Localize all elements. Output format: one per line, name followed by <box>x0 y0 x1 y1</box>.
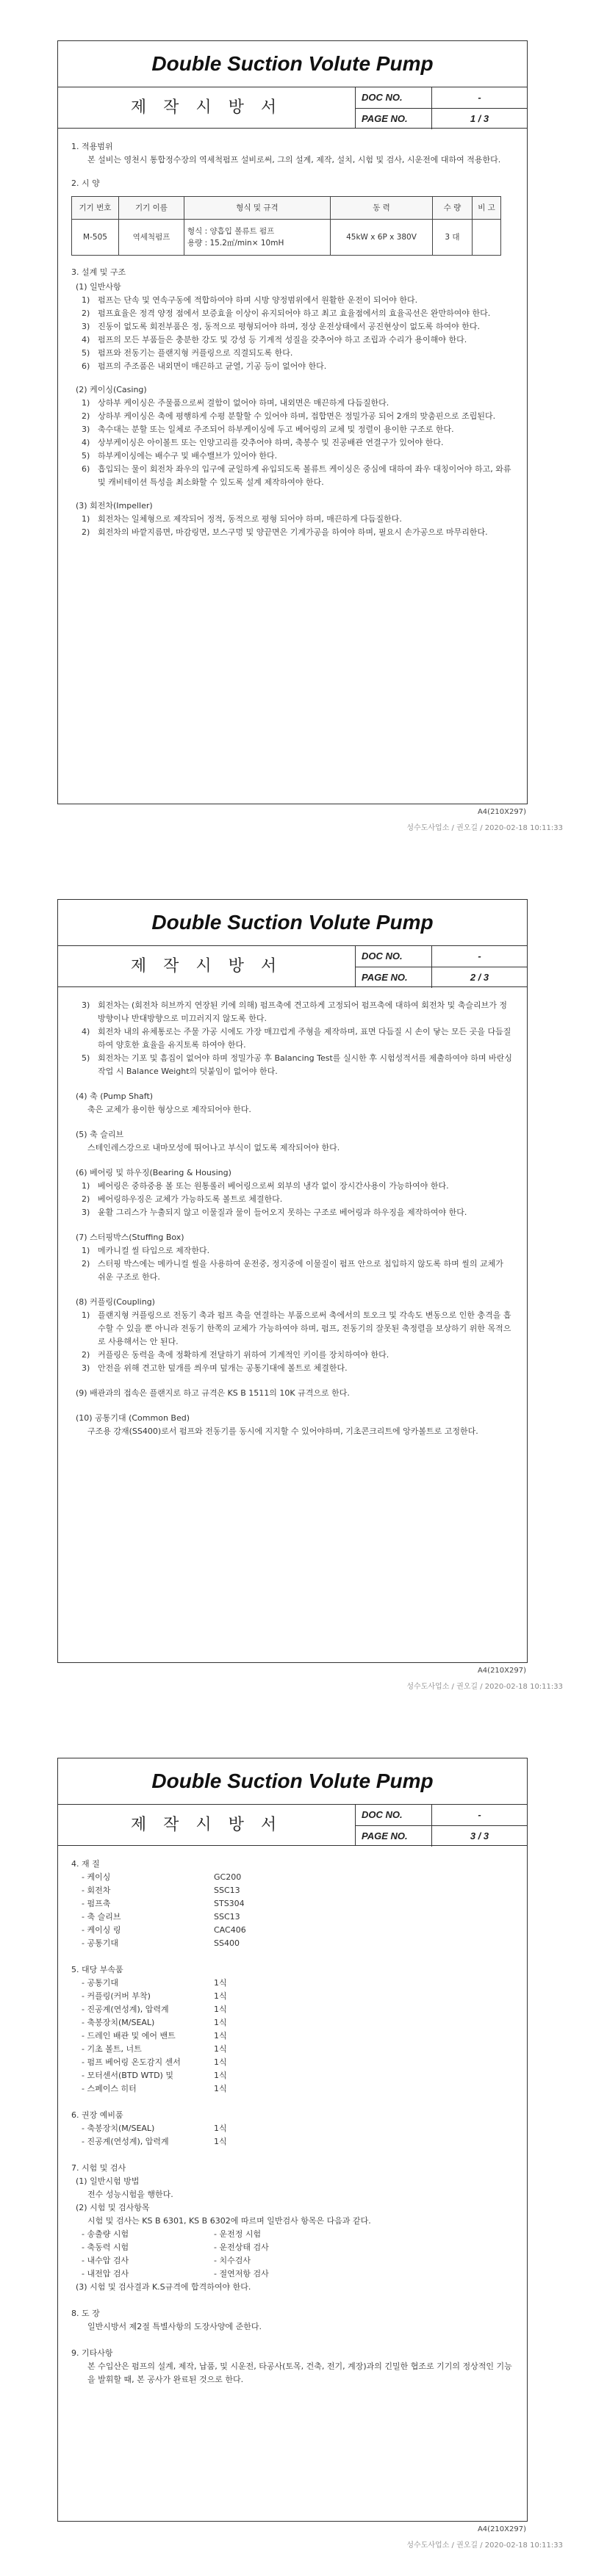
table-cell: M-505 <box>72 220 119 256</box>
item-text: 회전차는 일체형으로 제작되어 정적, 동적으로 평형 되어야 하며, 매끈하게 다듬질한다. <box>98 514 402 524</box>
list-item <box>71 526 512 539</box>
watermark: 성수도사업소 / 권오길 / 2020-02-18 10:11:33 <box>406 2541 563 2550</box>
item-text: 플랜지형 커플링으로 전동기 축과 펌프 축을 연결하는 부품으로써 축에서의 토오크 및 각속도 변동으로 인한 충격을 흡수할 수 있을 뿐 아니라 전동기 한쪽의 교체가 가능하여야 하며, 펌프, 전동기의 잘못된 축정렬을 보상하기 위한 목적으로 사용해서는 안 된다. <box>98 1310 511 1346</box>
section-heading: 7. 시험 및 검사 <box>71 2163 126 2173</box>
list-item <box>71 2003 512 2016</box>
section-text: 시험 및 검사는 KS B 6301, KS B 6302에 따르며 일반검사 항목은 다음과 같다. <box>87 2216 371 2226</box>
page-content <box>71 1858 512 2386</box>
doc-meta <box>356 946 527 987</box>
list-item <box>71 999 512 1025</box>
item-list <box>71 294 512 373</box>
item-number: 4) <box>82 335 90 344</box>
accessory-list <box>71 1977 512 2096</box>
list-item <box>71 1990 512 2003</box>
item-number: 2) <box>82 527 90 537</box>
item-number: 2) <box>82 309 90 318</box>
item-value: GC200 <box>214 1872 242 1882</box>
list-item <box>71 1884 512 1897</box>
item-number: 3) <box>82 1363 90 1373</box>
subsection-heading: (2) 시험 및 검사항목 <box>76 2203 150 2212</box>
material-list <box>71 1871 512 1950</box>
item-key: - 축 슬리브 <box>82 1912 121 1922</box>
list-item <box>71 463 512 489</box>
item-text: 회전차는 기포 및 흠집이 없어야 하며 정밀가공 후 Balancing Test를 실시한 후 시험성적서를 제출하여야 하며 바란싱 작업 시 Balance Weight의 덧붙임이 없어야 한다. <box>98 1053 512 1076</box>
section-heading: 1. 적용범위 <box>71 142 113 151</box>
table-row <box>72 220 501 256</box>
item-value: - 운전상태 검사 <box>214 2243 269 2252</box>
subsection-heading: (5) 축 슬리브 <box>76 1130 124 1139</box>
item-text: 커플링은 동력을 축에 정확하게 전달하기 위하여 기계적인 키이를 장치하여야 한다. <box>98 1350 389 1360</box>
item-key: - 축봉장치(M/SEAL) <box>82 2018 155 2027</box>
item-key: - 송출량 시험 <box>82 2229 129 2239</box>
item-key: - 축봉장치(M/SEAL) <box>82 2124 155 2133</box>
item-number: 3) <box>82 1208 90 1217</box>
table-header: 수 량 <box>433 197 473 220</box>
item-value: 1식 <box>214 2071 227 2080</box>
list-item <box>71 1052 512 1078</box>
list-item <box>71 1977 512 1990</box>
page-no: 3 / 3 <box>470 1830 489 1841</box>
spare-list <box>71 2122 512 2149</box>
doc-no: - <box>478 92 481 103</box>
list-item <box>71 436 512 450</box>
doc-meta <box>356 1805 527 1846</box>
table-header: 기기 번호 <box>72 197 119 220</box>
item-value: 1식 <box>214 2057 227 2067</box>
document-title: Double Suction Volute Pump <box>58 1758 527 1805</box>
subsection-heading: (1) 일반사항 <box>76 282 121 292</box>
list-item <box>71 2043 512 2056</box>
item-key: - 스페이스 히터 <box>82 2084 137 2093</box>
doc-no-label: DOC NO. <box>356 1805 432 1825</box>
item-number: 3) <box>82 425 90 434</box>
item-key: - 기초 볼트, 너트 <box>82 2044 142 2054</box>
section-text: 본 설비는 영천시 통합정수장의 역세척펌프 설비로써, 그의 설계, 제작, 설치, 시험 및 검사, 시운전에 대하여 적용한다. <box>87 155 501 165</box>
list-item <box>71 2016 512 2030</box>
item-key: - 케이싱 <box>82 1872 111 1882</box>
section-text: 스테인레스강으로 내마모성에 뛰어나고 부식이 없도록 제작되어야 한다. <box>87 1143 340 1152</box>
list-item <box>71 2056 512 2069</box>
item-number: 6) <box>82 464 90 474</box>
item-key: - 내수압 검사 <box>82 2256 129 2265</box>
paper-size-label: A4(210X297) <box>477 808 526 816</box>
item-text: 하부케이싱에는 배수구 및 배수밸브가 있어야 한다. <box>98 451 278 461</box>
spec-line: 용량 : 15.2㎥/min× 10mH <box>187 239 284 248</box>
subsection-heading: (7) 스터핑박스(Stuffing Box) <box>76 1233 184 1242</box>
subsection-heading: (3) 회전차(Impeller) <box>76 501 153 510</box>
item-value: 1식 <box>214 1991 227 2001</box>
page-1 <box>0 0 607 859</box>
list-item <box>71 2030 512 2043</box>
list-item <box>71 2254 512 2267</box>
list-item <box>71 2082 512 2096</box>
section-heading: 9. 기타사항 <box>71 2348 113 2358</box>
list-item <box>71 1309 512 1349</box>
item-number: 2) <box>82 1350 90 1360</box>
item-value: SSC13 <box>214 1886 240 1895</box>
list-item <box>71 1349 512 1362</box>
item-text: 펌프의 주조품은 내외면이 매끈하고 균열, 기공 등이 없어야 한다. <box>98 361 327 371</box>
item-value: - 절연저항 검사 <box>214 2269 269 2279</box>
table-cell: 45kW x 6P x 380V <box>331 220 433 256</box>
item-number: 1) <box>82 295 90 305</box>
list-item <box>71 513 512 526</box>
section-heading: 4. 재 질 <box>71 1859 100 1869</box>
item-number: 1) <box>82 1181 90 1191</box>
list-item <box>71 2069 512 2082</box>
document-subtitle: 제 작 시 방 서 <box>58 87 356 129</box>
subsection-heading: (4) 축 (Pump Shaft) <box>76 1092 154 1101</box>
item-number: 1) <box>82 1310 90 1320</box>
item-key: - 펌프 베어링 온도감지 센서 <box>82 2057 181 2067</box>
item-number: 1) <box>82 514 90 524</box>
item-key: - 회전차 <box>82 1886 111 1895</box>
item-key: - 케이싱 링 <box>82 1925 121 1935</box>
spec-line: 형식 : 양흡입 볼류트 펌프 <box>187 227 275 236</box>
section-heading: 8. 도 장 <box>71 2309 100 2318</box>
item-value: 1식 <box>214 2084 227 2093</box>
subsection-heading: (1) 일반시험 방법 <box>76 2176 140 2186</box>
list-item <box>71 1258 512 1284</box>
item-value: 1식 <box>214 2018 227 2027</box>
list-item <box>71 307 512 320</box>
item-key: - 진공계(연성계), 압력계 <box>82 2137 169 2146</box>
section-text: 전수 성능시험을 행한다. <box>87 2190 173 2199</box>
table-cell <box>473 220 501 256</box>
table-header: 비 고 <box>473 197 501 220</box>
item-value: SSC13 <box>214 1912 240 1922</box>
item-text: 회전차 내의 유체통로는 주물 가공 시에도 가장 매끄럽게 주형을 제작하며, 표면 다듬질 시 손이 닿는 모든 곳을 다듬질하여 양호한 효율을 유지토록 하여야 한다. <box>98 1027 511 1050</box>
section-heading: 5. 대당 부속품 <box>71 1965 123 1974</box>
item-text: 펌프효율은 정격 양정 점에서 보증효율 이상이 유지되어야 하고 최고 효율점에서의 효율곡선은 완만하여야 한다. <box>98 309 491 318</box>
item-text: 상하부 케이싱은 주물품으로써 결함이 없어야 하며, 내외면은 매끈하게 다듬질한다. <box>98 398 389 408</box>
page-3 <box>0 1717 607 2576</box>
item-list <box>71 1244 512 1284</box>
item-list <box>71 513 512 539</box>
item-text: 흡입되는 물이 회전차 좌우의 입구에 균일하게 유입되도록 볼류트 케이싱은 중심에 대하여 좌우 대칭이어야 하고, 와류 및 캐비테이션 특성을 최소화할 수 있도록 설계 제작하여야 한다. <box>98 464 511 487</box>
subsection-heading: (3) 시험 및 검사결과 K.S규격에 합격하여야 한다. <box>76 2282 251 2292</box>
list-item <box>71 2267 512 2281</box>
page-content <box>71 140 512 539</box>
item-list <box>71 397 512 489</box>
item-text: 회전차는 (회전차 허브까지 연장된 키에 의해) 펌프축에 견고하게 고정되어 펌프축에 대하여 회전차 및 축슬리브가 정방향이나 반대방향으로 미끄러지지 않도록 한다. <box>98 1000 507 1023</box>
table-cell: 역세척펌프 <box>119 220 184 256</box>
table-header: 형식 및 규격 <box>184 197 331 220</box>
item-text: 스터핑 박스에는 메카니컬 씰을 사용하여 운전중, 정지중에 이물질이 펌프 안으로 침입하지 않도록 하며 씰의 교체가 쉬운 구조로 한다. <box>98 1259 503 1282</box>
section-text: 일반시방서 제2절 특별사항의 도장사양에 준한다. <box>87 2322 262 2331</box>
document-subtitle: 제 작 시 방 서 <box>58 946 356 987</box>
list-item <box>71 333 512 347</box>
item-value: 1식 <box>214 1978 227 1988</box>
item-value: 1식 <box>214 2005 227 2014</box>
document-title: Double Suction Volute Pump <box>58 41 527 87</box>
list-item <box>71 423 512 436</box>
item-key: - 축동력 시험 <box>82 2243 129 2252</box>
item-number: 4) <box>82 1027 90 1036</box>
item-value: - 치수검사 <box>214 2256 251 2265</box>
list-item <box>71 1180 512 1193</box>
list-item <box>71 1911 512 1924</box>
item-list <box>71 1180 512 1219</box>
watermark: 성수도사업소 / 권오길 / 2020-02-18 10:11:33 <box>406 824 563 832</box>
item-value: STS304 <box>214 1899 245 1908</box>
list-item <box>71 294 512 307</box>
item-key: - 내전압 검사 <box>82 2269 129 2279</box>
item-value: 1식 <box>214 2137 227 2146</box>
subsection-heading: (2) 케이싱(Casing) <box>76 385 147 394</box>
item-text: 펌프는 단속 및 연속구동에 적합하여야 하며 시방 양정범위에서 원활한 운전이 되어야 한다. <box>98 295 418 305</box>
item-key: - 모터센서(BTD WTD) 및 <box>82 2071 173 2080</box>
item-number: 2) <box>82 1194 90 1204</box>
subsection-heading: (10) 공통기대 (Common Bed) <box>76 1413 190 1423</box>
doc-no: - <box>478 950 481 962</box>
item-key: - 진공계(연성계), 압력계 <box>82 2005 169 2014</box>
item-number: 1) <box>82 1246 90 1255</box>
list-item <box>71 450 512 463</box>
item-text: 베어링은 중하중용 볼 또는 원통롤러 베어링으로써 외부의 냉각 없이 장시간사용이 가능하여야 한다. <box>98 1181 449 1191</box>
list-item <box>71 2241 512 2254</box>
paper-size-label: A4(210X297) <box>477 2525 526 2533</box>
section-heading: 6. 권장 예비품 <box>71 2110 123 2120</box>
item-value: - 운전정 시험 <box>214 2229 262 2239</box>
document-frame <box>57 899 528 1663</box>
list-item <box>71 1937 512 1950</box>
subsection-heading: (6) 베어링 및 하우징(Bearing & Housing) <box>76 1168 231 1177</box>
item-text: 상부케이싱은 아이볼트 또는 인양고리를 갖추어야 하며, 축봉수 및 진공배관 연결구가 있어야 한다. <box>98 438 444 447</box>
item-number: 6) <box>82 361 90 371</box>
item-number: 5) <box>82 348 90 358</box>
page-2 <box>0 859 607 1717</box>
item-list <box>71 999 512 1078</box>
item-value: 1식 <box>214 2044 227 2054</box>
list-item <box>71 2135 512 2149</box>
doc-no: - <box>478 1809 481 1820</box>
item-number: 2) <box>82 1259 90 1269</box>
document-subtitle: 제 작 시 방 서 <box>58 1805 356 1846</box>
doc-meta <box>356 87 527 129</box>
document-frame <box>57 1758 528 2522</box>
item-number: 4) <box>82 438 90 447</box>
list-item <box>71 1206 512 1219</box>
item-text: 진동이 없도록 회전부품은 정, 동적으로 평형되어야 하며, 정상 운전상태에서 공진현상이 없도록 하여야 한다. <box>98 322 480 331</box>
item-number: 1) <box>82 398 90 408</box>
item-key: - 공통기대 <box>82 1978 118 1988</box>
item-text: 축수대는 분할 또는 일체로 주조되어 하부케이싱에 두고 베어링의 교체 및 정렬이 용이한 구조로 한다. <box>98 425 454 434</box>
item-number: 3) <box>82 322 90 331</box>
item-text: 펌프의 모든 부품들은 충분한 강도 및 강성 등 기계적 성질을 갖추어야 하고 조립과 수리가 용이해야 한다. <box>98 335 467 344</box>
page-no-label: PAGE NO. <box>356 1826 432 1847</box>
list-item <box>71 1897 512 1911</box>
item-key: - 드레인 배관 및 에어 밴트 <box>82 2031 176 2041</box>
item-key: - 커플링(커버 부착) <box>82 1991 151 2001</box>
doc-no-label: DOC NO. <box>356 87 432 108</box>
section-heading: 2. 시 양 <box>71 178 100 188</box>
paper-size-label: A4(210X297) <box>477 1667 526 1675</box>
section-text: 본 수입산은 펌프의 설계, 제작, 납품, 및 시운전, 타공사(토목, 건축, 전기, 계장)과의 긴밀한 협조로 기기의 정상적인 기능을 발휘할 때, 본 공사가 완료된 것으로 한다. <box>87 2362 512 2384</box>
watermark: 성수도사업소 / 권오길 / 2020-02-18 10:11:33 <box>406 1683 563 1691</box>
page-no-label: PAGE NO. <box>356 109 432 129</box>
section-heading: 3. 설계 및 구조 <box>71 267 126 277</box>
item-number: 3) <box>82 1000 90 1010</box>
test-list <box>71 2228 512 2281</box>
list-item <box>71 1871 512 1884</box>
item-text: 베어링하우징은 교체가 가능하도록 볼트로 체결한다. <box>98 1194 283 1204</box>
document-title: Double Suction Volute Pump <box>58 900 527 946</box>
item-value: 1식 <box>214 2124 227 2133</box>
section-text: 축은 교체가 용이한 형상으로 제작되어야 한다. <box>87 1105 251 1114</box>
page-no: 1 / 3 <box>470 113 489 124</box>
item-value: SS400 <box>214 1938 240 1948</box>
list-item <box>71 1924 512 1937</box>
item-text: 회전차의 바깥지름면, 마감링면, 보스구멍 및 양끝면은 기계가공을 하여야 하며, 필요시 손가공으로 마무리한다. <box>98 527 488 537</box>
item-text: 메카니컬 씰 타입으로 제작한다. <box>98 1246 210 1255</box>
list-item <box>71 2122 512 2135</box>
list-item <box>71 410 512 423</box>
list-item <box>71 1362 512 1375</box>
page-content <box>71 999 512 1438</box>
item-text: 상하부 케이싱은 축에 평행하게 수평 분할할 수 있어야 하며, 접합면은 정밀가공 되어 2개의 맞춤핀으로 조립된다. <box>98 411 496 421</box>
list-item <box>71 2228 512 2241</box>
list-item <box>71 347 512 360</box>
item-number: 2) <box>82 411 90 421</box>
subsection-heading: (8) 커플링(Coupling) <box>76 1297 155 1307</box>
item-list <box>71 1309 512 1375</box>
item-text: 펌프와 전동기는 플랜지형 커플링으로 직결되도록 한다. <box>98 348 293 358</box>
table-header: 기기 이름 <box>119 197 184 220</box>
page-no: 2 / 3 <box>470 972 489 983</box>
table-cell: 3 대 <box>433 220 473 256</box>
item-key: - 공통기대 <box>82 1938 118 1948</box>
section-text: 구조용 강재(SS400)로서 펌프와 전동기를 동시에 지지할 수 있어야하며, 기초콘크리트에 앙카볼트로 고정한다. <box>87 1426 478 1436</box>
list-item <box>71 1193 512 1206</box>
table-header: 동 력 <box>331 197 433 220</box>
list-item <box>71 1025 512 1052</box>
document-frame <box>57 40 528 804</box>
list-item <box>71 397 512 410</box>
item-number: 5) <box>82 451 90 461</box>
item-text: 윤활 그리스가 누출되지 않고 이물질과 물이 들어오지 못하는 구조로 베어링과 하우징을 제작하여야 한다. <box>98 1208 467 1217</box>
subsection-heading: (9) 배관과의 접속은 플랜지로 하고 규격은 KS B 1511의 10K 규격으로 한다. <box>76 1388 350 1398</box>
list-item <box>71 1244 512 1258</box>
list-item <box>71 360 512 373</box>
doc-no-label: DOC NO. <box>356 946 432 967</box>
item-value: CAC406 <box>214 1925 246 1935</box>
table-cell <box>184 220 331 256</box>
item-key: - 펌프축 <box>82 1899 111 1908</box>
item-text: 안전을 위해 견고한 덮개를 씌우며 덮개는 공통기대에 볼트로 체결한다. <box>98 1363 348 1373</box>
list-item <box>71 320 512 333</box>
item-number: 5) <box>82 1053 90 1063</box>
equipment-table <box>71 196 501 256</box>
page-no-label: PAGE NO. <box>356 967 432 988</box>
item-value: 1식 <box>214 2031 227 2041</box>
